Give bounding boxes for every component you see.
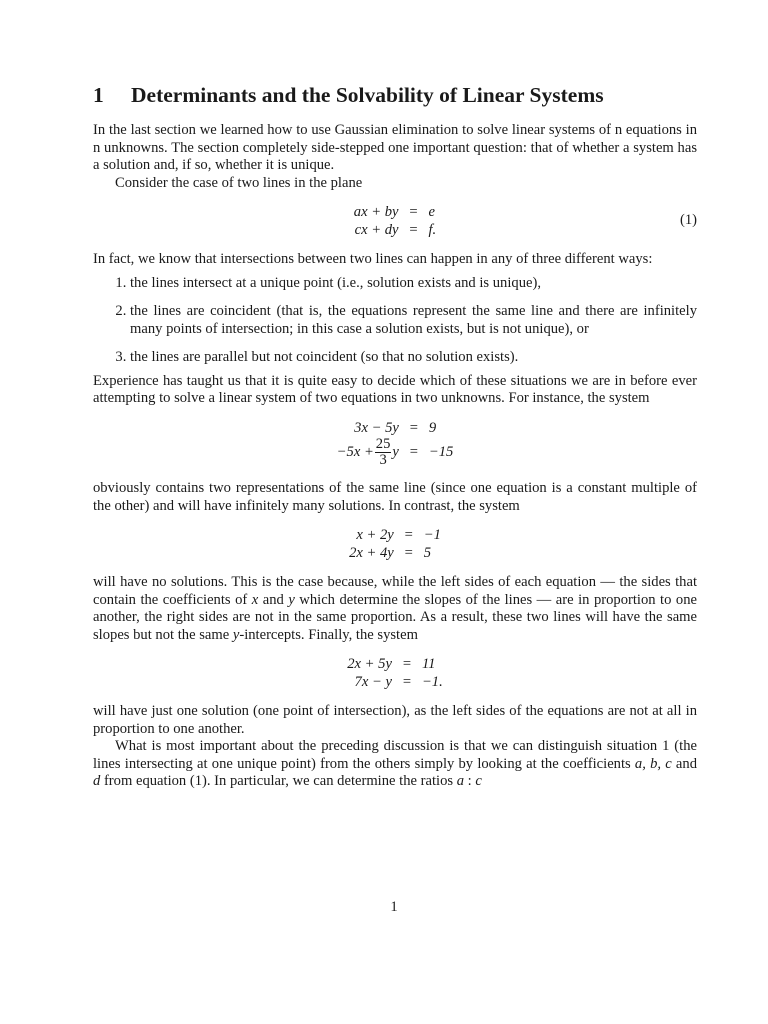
- eq-rel: =: [409, 204, 418, 220]
- equation-1: [93, 204, 697, 239]
- eq-rhs: 9: [428, 419, 437, 436]
- paragraph: Consider the case of two lines in the plane: [115, 174, 363, 191]
- eq-lhs: x + 2y: [356, 527, 394, 543]
- eq-rel: =: [409, 419, 418, 436]
- eq-rhs: −1.: [421, 673, 443, 690]
- eq-lhs-fraction: −5x + $\frac{25}{3}$ y: [336, 436, 399, 468]
- equation-3: [93, 527, 697, 562]
- eq-rhs: f.: [428, 221, 437, 238]
- paragraph: will have no solutions. This is the case because, while the left sides of each equation — the sides that contain the coefficients of x and y which determine the slopes of the lines — are in proportion to one another, the right sides are not in the same proportion. As a result, these two lines will have the same slopes but not the same y-intercepts. Finally, the system: [93, 574, 697, 643]
- equation-4: [93, 656, 697, 691]
- eq-lhs: ax + by: [353, 204, 399, 220]
- section-heading: [93, 80, 697, 110]
- paragraph: What is most important about the preceding discussion is that we can distinguish situation 1 (the lines intersecting at one unique point) from the others simply by looking at the coefficients a, b, c and d from equation (1). In particular, we can determine the ratios a : c: [93, 738, 697, 789]
- eq-rhs: 11: [421, 656, 436, 672]
- list-item: 1. the lines intersect at a unique point (i.e., solution exists and is unique),: [130, 275, 697, 293]
- eq-lhs: 7x − y: [354, 673, 392, 690]
- eq-rel: =: [404, 544, 413, 561]
- eq-rhs: 5: [423, 544, 432, 561]
- fraction: [375, 437, 392, 468]
- eq-rel: =: [404, 527, 413, 543]
- equation-number: (1): [679, 212, 697, 228]
- paragraph: will have just one solution (one point of intersection), as the left sides of the equations are not at all in proportion to one another.: [93, 703, 697, 737]
- eq-lhs: 2x + 5y: [347, 656, 392, 672]
- list-item: 3. the lines are parallel but not coincident (so that no solution exists).: [130, 349, 697, 367]
- list-item: 2. the lines are coincident (that is, the equations represent the same line and there are infinitely many points of intersection; in this case a solution exists, but is not unique), or: [130, 303, 697, 338]
- ways-list: [93, 275, 697, 367]
- equation-2: [93, 420, 697, 469]
- eq-lhs: 3x − 5y: [354, 419, 399, 436]
- eq-lhs: 2x + 4y: [349, 544, 394, 561]
- paragraph: Experience has taught us that it is quite easy to decide which of these situations we are in before ever attempting to solve a linear system of two equations in two unknowns. For instance, the system: [93, 372, 697, 406]
- eq-rhs: −15: [428, 443, 454, 460]
- paragraph: In fact, we know that intersections between two lines can happen in any of three different ways:: [93, 251, 653, 267]
- page-content: [93, 80, 697, 791]
- paragraph: obviously contains two representations of the same line (since one equation is a constant multiple of the other) and will have infinitely many solutions. In contrast, the system: [93, 480, 697, 514]
- paragraph: In the last section we learned how to use Gaussian elimination to solve linear systems of n equations in n unknowns. The section completely side-stepped one important question: that of whether a system has a solution and, if so, whether it is unique.: [93, 122, 697, 173]
- eq-rel: =: [409, 221, 418, 238]
- eq-rel: =: [409, 443, 418, 460]
- fraction-denominator: 3: [379, 452, 387, 468]
- section-title: Determinants and the Solvability of Linear Systems: [131, 83, 604, 107]
- eq-rel: =: [402, 656, 412, 672]
- eq-rhs: −1: [423, 527, 441, 543]
- eq-rhs: e: [428, 204, 435, 220]
- section-number: 1: [93, 83, 104, 107]
- page-number: 1: [390, 899, 398, 915]
- eq-rel: =: [402, 673, 412, 690]
- fraction-numerator: 25: [375, 436, 391, 452]
- eq-lhs: cx + dy: [354, 221, 399, 238]
